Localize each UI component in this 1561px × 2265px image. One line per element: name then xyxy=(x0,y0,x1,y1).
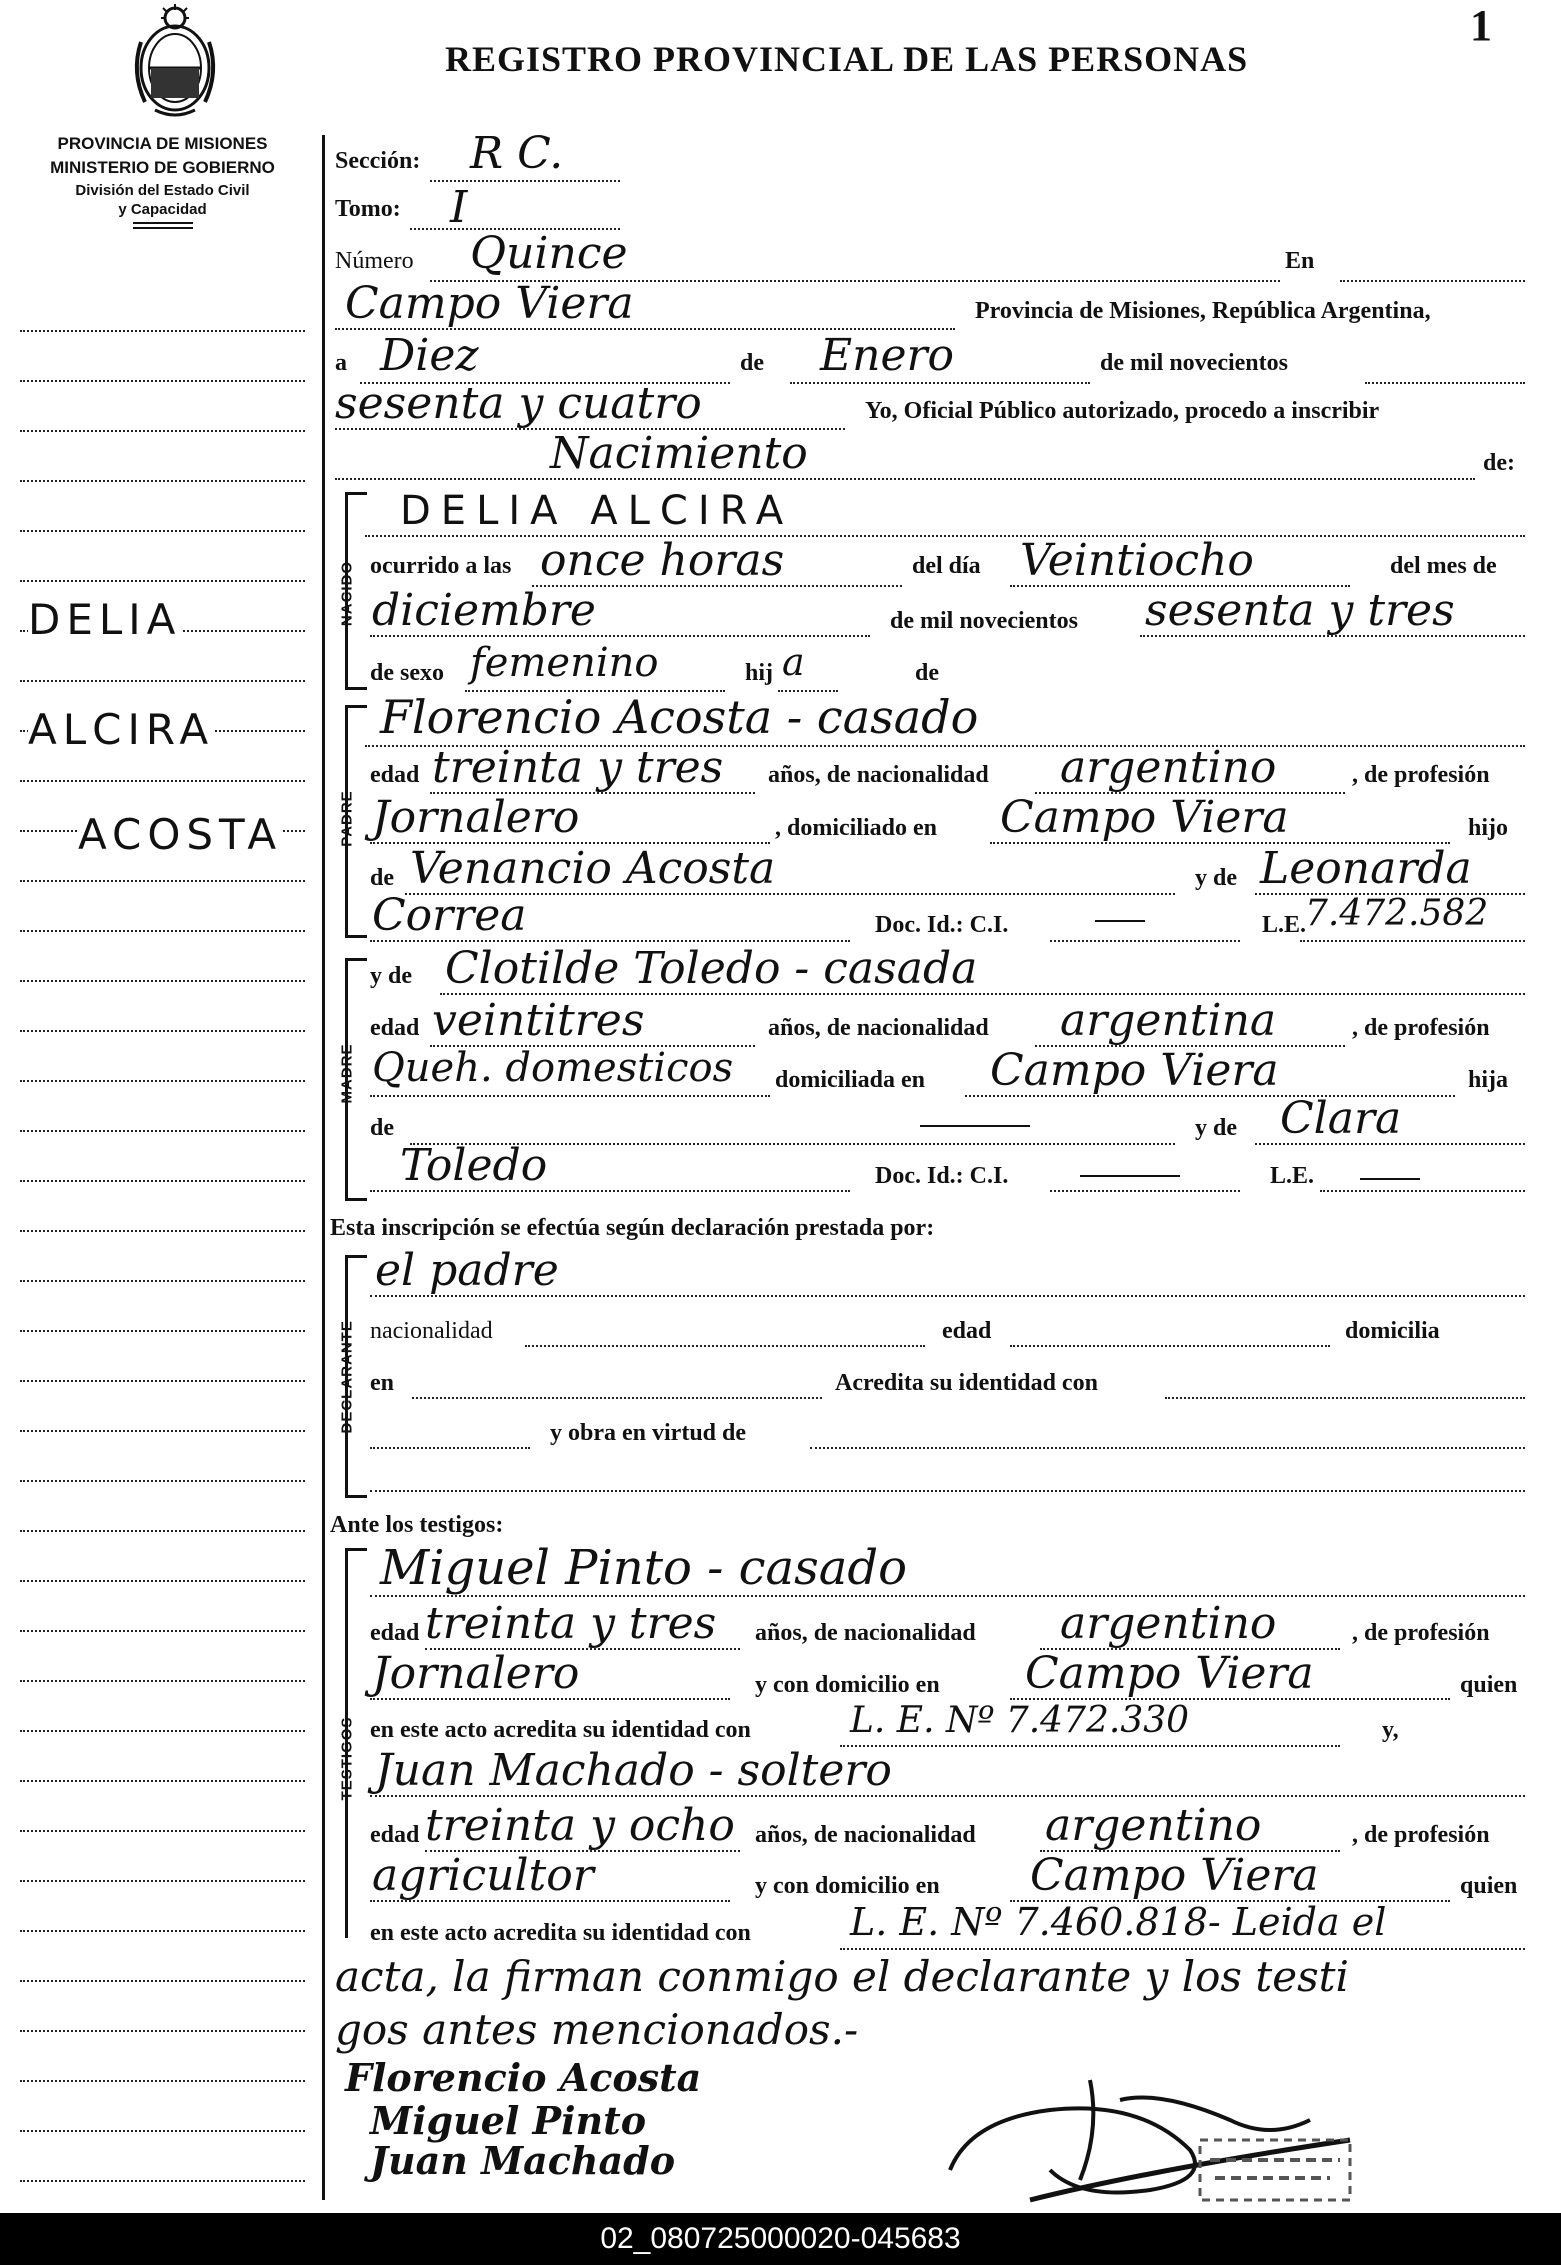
testigo2-quien-label: quien xyxy=(1460,1873,1518,1899)
esta-inscripcion-label: Esta inscripción se efectúa según declaración prestada por: xyxy=(330,1215,935,1241)
org-line-3: División del Estado Civil xyxy=(75,182,250,199)
abuela-pat-2-value: Correa xyxy=(372,890,527,941)
testigo1-anos-nac-label: años, de nacionalidad xyxy=(755,1620,976,1646)
de-label: de xyxy=(740,350,764,376)
numero-label: Número xyxy=(335,248,414,274)
decl-acredita-label: Acredita su identidad con xyxy=(835,1370,1098,1396)
madre-anos-nac-label: años, de nacionalidad xyxy=(768,1015,989,1041)
side-label-testigos: TESTIGOS xyxy=(338,1716,356,1801)
madre-edad-label: edad xyxy=(370,1015,420,1041)
madre-y-de-label: y de xyxy=(370,963,412,989)
padre-y-de-label: y de xyxy=(1195,865,1237,891)
de-sexo-label: de sexo xyxy=(370,660,444,686)
testigo1-domicilio-label: y con domicilio en xyxy=(755,1672,940,1698)
decl-nacionalidad-label: nacionalidad xyxy=(370,1318,493,1344)
madre-doc-id-label: Doc. Id.: C.I. xyxy=(875,1163,1009,1189)
padre-dom-value: Campo Viera xyxy=(1000,792,1289,843)
dia-nac-value: Veintiocho xyxy=(1020,535,1254,586)
padre-nac-value: argentino xyxy=(1060,742,1277,793)
de-mil-nov-label: de mil novecientos xyxy=(890,608,1078,634)
en-label: En xyxy=(1285,248,1315,274)
sexo-value: femenino xyxy=(470,640,659,686)
padre-le-label: L.E. xyxy=(1262,912,1307,938)
testigo1-edad-label: edad xyxy=(370,1620,420,1646)
org-block xyxy=(20,134,305,229)
madre-y-de2-label: y de xyxy=(1195,1115,1237,1141)
madre-nac-value: argentina xyxy=(1060,995,1277,1046)
testigo1-acredita-label: en este acto acredita su identidad con xyxy=(370,1717,751,1743)
madre-ci-dash xyxy=(1080,1175,1180,1177)
mil-nov-label: de mil novecientos xyxy=(1100,350,1288,376)
lugar-value: Campo Viera xyxy=(345,278,634,329)
de2-label: de xyxy=(915,660,939,686)
madre-domiciliada-label: domiciliada en xyxy=(775,1067,926,1093)
madre-edad-value: veintitres xyxy=(432,995,645,1046)
official-signature-stamp xyxy=(930,2060,1430,2220)
document-title: REGISTRO PROVINCIAL DE LAS PERSONAS xyxy=(445,39,1249,79)
page-number: 1 xyxy=(1470,1,1492,50)
signature-miguel: Miguel Pinto xyxy=(370,2098,647,2143)
ocurrido-label: ocurrido a las xyxy=(370,553,512,579)
provincia-label: Provincia de Misiones, República Argentina, xyxy=(975,298,1431,324)
numero-value: Quince xyxy=(470,228,628,279)
tomo-label: Tomo: xyxy=(335,196,401,222)
signature-florencio: Florencio Acosta xyxy=(345,2055,702,2100)
testigo2-acredita-label: en este acto acredita su identidad con xyxy=(370,1920,751,1946)
testigo2-dom-value: Campo Viera xyxy=(1030,1850,1319,1901)
cierre-line-2: gos antes mencionados.- xyxy=(335,2005,859,2054)
testigo1-y-label: y, xyxy=(1382,1717,1399,1743)
hij-label: hij xyxy=(745,660,774,686)
acto-value: Nacimiento xyxy=(550,428,808,479)
footer-id: 02_080725000020-045683 xyxy=(600,2222,961,2255)
org-line-2: MINISTERIO DE GOBIERNO xyxy=(50,158,275,177)
mes-value: Enero xyxy=(820,330,955,381)
testigo2-edad-value: treinta y ocho xyxy=(425,1800,735,1851)
hijo-label: hijo xyxy=(1468,815,1509,841)
padre-domiciliado-label: , domiciliado en xyxy=(775,815,938,841)
padre-doc-id-label: Doc. Id.: C.I. xyxy=(875,912,1009,938)
org-line-1: PROVINCIA DE MISIONES xyxy=(57,134,268,153)
yo-oficial-label: Yo, Oficial Público autorizado, procedo a inscribir xyxy=(865,398,1380,424)
hija-label: hija xyxy=(1468,1067,1509,1093)
main-vertical-rule xyxy=(322,135,325,2200)
side-label-nacido: NACIDO xyxy=(338,560,356,627)
testigo1-quien-label: quien xyxy=(1460,1672,1518,1698)
testigo2-nac-value: argentino xyxy=(1045,1800,1262,1851)
padre-profesion-label: , de profesión xyxy=(1352,762,1490,788)
hora-value: once horas xyxy=(540,535,785,586)
abuela-mat-1-value: Clara xyxy=(1280,1093,1402,1144)
side-label-madre: MADRE xyxy=(338,1043,356,1104)
padre-nombre-value: Florencio Acosta - casado xyxy=(380,690,979,744)
abuela-mat-2-value: Toledo xyxy=(400,1140,548,1191)
org-line-4: y Capacidad xyxy=(118,201,207,218)
testigo2-anos-nac-label: años, de nacionalidad xyxy=(755,1822,976,1848)
side-label-declarante: DECLARANTE xyxy=(338,1320,356,1434)
padre-prof-value: Jornalero xyxy=(372,792,580,843)
testigo1-nombre-value: Miguel Pinto - casado xyxy=(380,1540,908,1596)
madre-profesion-label: , de profesión xyxy=(1352,1015,1490,1041)
de-colon-label: de: xyxy=(1483,450,1515,476)
madre-prof-value: Queh. domesticos xyxy=(372,1045,734,1091)
decl-en-label: en xyxy=(370,1370,394,1396)
madre-de-label: de xyxy=(370,1115,394,1141)
seccion-label: Sección: xyxy=(335,148,421,174)
decl-obra-label: y obra en virtud de xyxy=(550,1420,747,1446)
padre-anos-nac-label: años, de nacionalidad xyxy=(768,762,989,788)
hij-suffix: a xyxy=(782,640,805,684)
testigo2-nombre-value: Juan Machado - soltero xyxy=(375,1745,892,1796)
padre-ci-dash xyxy=(1095,920,1145,922)
nombre-value: DELIA ALCIRA xyxy=(400,488,794,534)
abuela-pat-1-value: Leonarda xyxy=(1260,843,1472,894)
padre-de-label: de xyxy=(370,865,394,891)
testigo2-doc-value: L. E. Nº 7.460.818- Leida el xyxy=(850,1900,1387,1944)
cierre-line-1: acta, la firman conmigo el declarante y los testi xyxy=(335,1952,1349,2001)
coat-of-arms-emblem xyxy=(125,2,225,120)
margin-name-2: ALCIRA xyxy=(28,705,215,754)
testigo1-prof-value: Jornalero xyxy=(372,1648,580,1699)
ante-testigos-label: Ante los testigos: xyxy=(330,1512,504,1538)
dia-value: Diez xyxy=(380,330,479,381)
del-dia-label: del día xyxy=(912,553,981,579)
testigo1-profesion-label: , de profesión xyxy=(1352,1620,1490,1646)
decl-domicilia-label: domicilia xyxy=(1345,1318,1440,1344)
declarante-value: el padre xyxy=(375,1245,559,1296)
padre-edad-value: treinta y tres xyxy=(432,742,724,793)
abuelo-mat-dash xyxy=(920,1125,1030,1127)
a-label: a xyxy=(335,350,347,376)
testigo1-dom-value: Campo Viera xyxy=(1025,1648,1314,1699)
anio-value: sesenta y cuatro xyxy=(335,378,702,429)
margin-name-3: ACOSTA xyxy=(78,810,283,859)
abuelo-pat-value: Venancio Acosta xyxy=(410,843,776,894)
madre-nombre-value: Clotilde Toledo - casada xyxy=(445,943,978,994)
testigo2-prof-value: agricultor xyxy=(372,1850,594,1901)
tomo-value: I xyxy=(450,182,468,233)
side-label-padre: PADRE xyxy=(338,790,356,847)
testigo2-edad-label: edad xyxy=(370,1822,420,1848)
anio-nac-value: sesenta y tres xyxy=(1145,585,1455,636)
madre-le-dash xyxy=(1360,1178,1420,1180)
decl-edad-label: edad xyxy=(942,1318,992,1344)
margin-name-1: DELIA xyxy=(28,595,182,644)
del-mes-label: del mes de xyxy=(1390,553,1497,579)
padre-edad-label: edad xyxy=(370,762,420,788)
madre-le-label: L.E. xyxy=(1270,1163,1315,1189)
testigo2-profesion-label: , de profesión xyxy=(1352,1822,1490,1848)
seccion-value: R C. xyxy=(470,128,564,179)
padre-le-value: 7.472.582 xyxy=(1305,893,1489,934)
signature-juan: Juan Machado xyxy=(370,2138,676,2183)
testigo2-domicilio-label: y con domicilio en xyxy=(755,1873,940,1899)
madre-dom-value: Campo Viera xyxy=(990,1045,1279,1096)
testigo1-nac-value: argentino xyxy=(1060,1598,1277,1649)
testigo1-edad-value: treinta y tres xyxy=(425,1598,717,1649)
mes-nac-value: diciembre xyxy=(372,585,596,636)
testigo1-doc-value: L. E. Nº 7.472.330 xyxy=(850,1700,1190,1741)
